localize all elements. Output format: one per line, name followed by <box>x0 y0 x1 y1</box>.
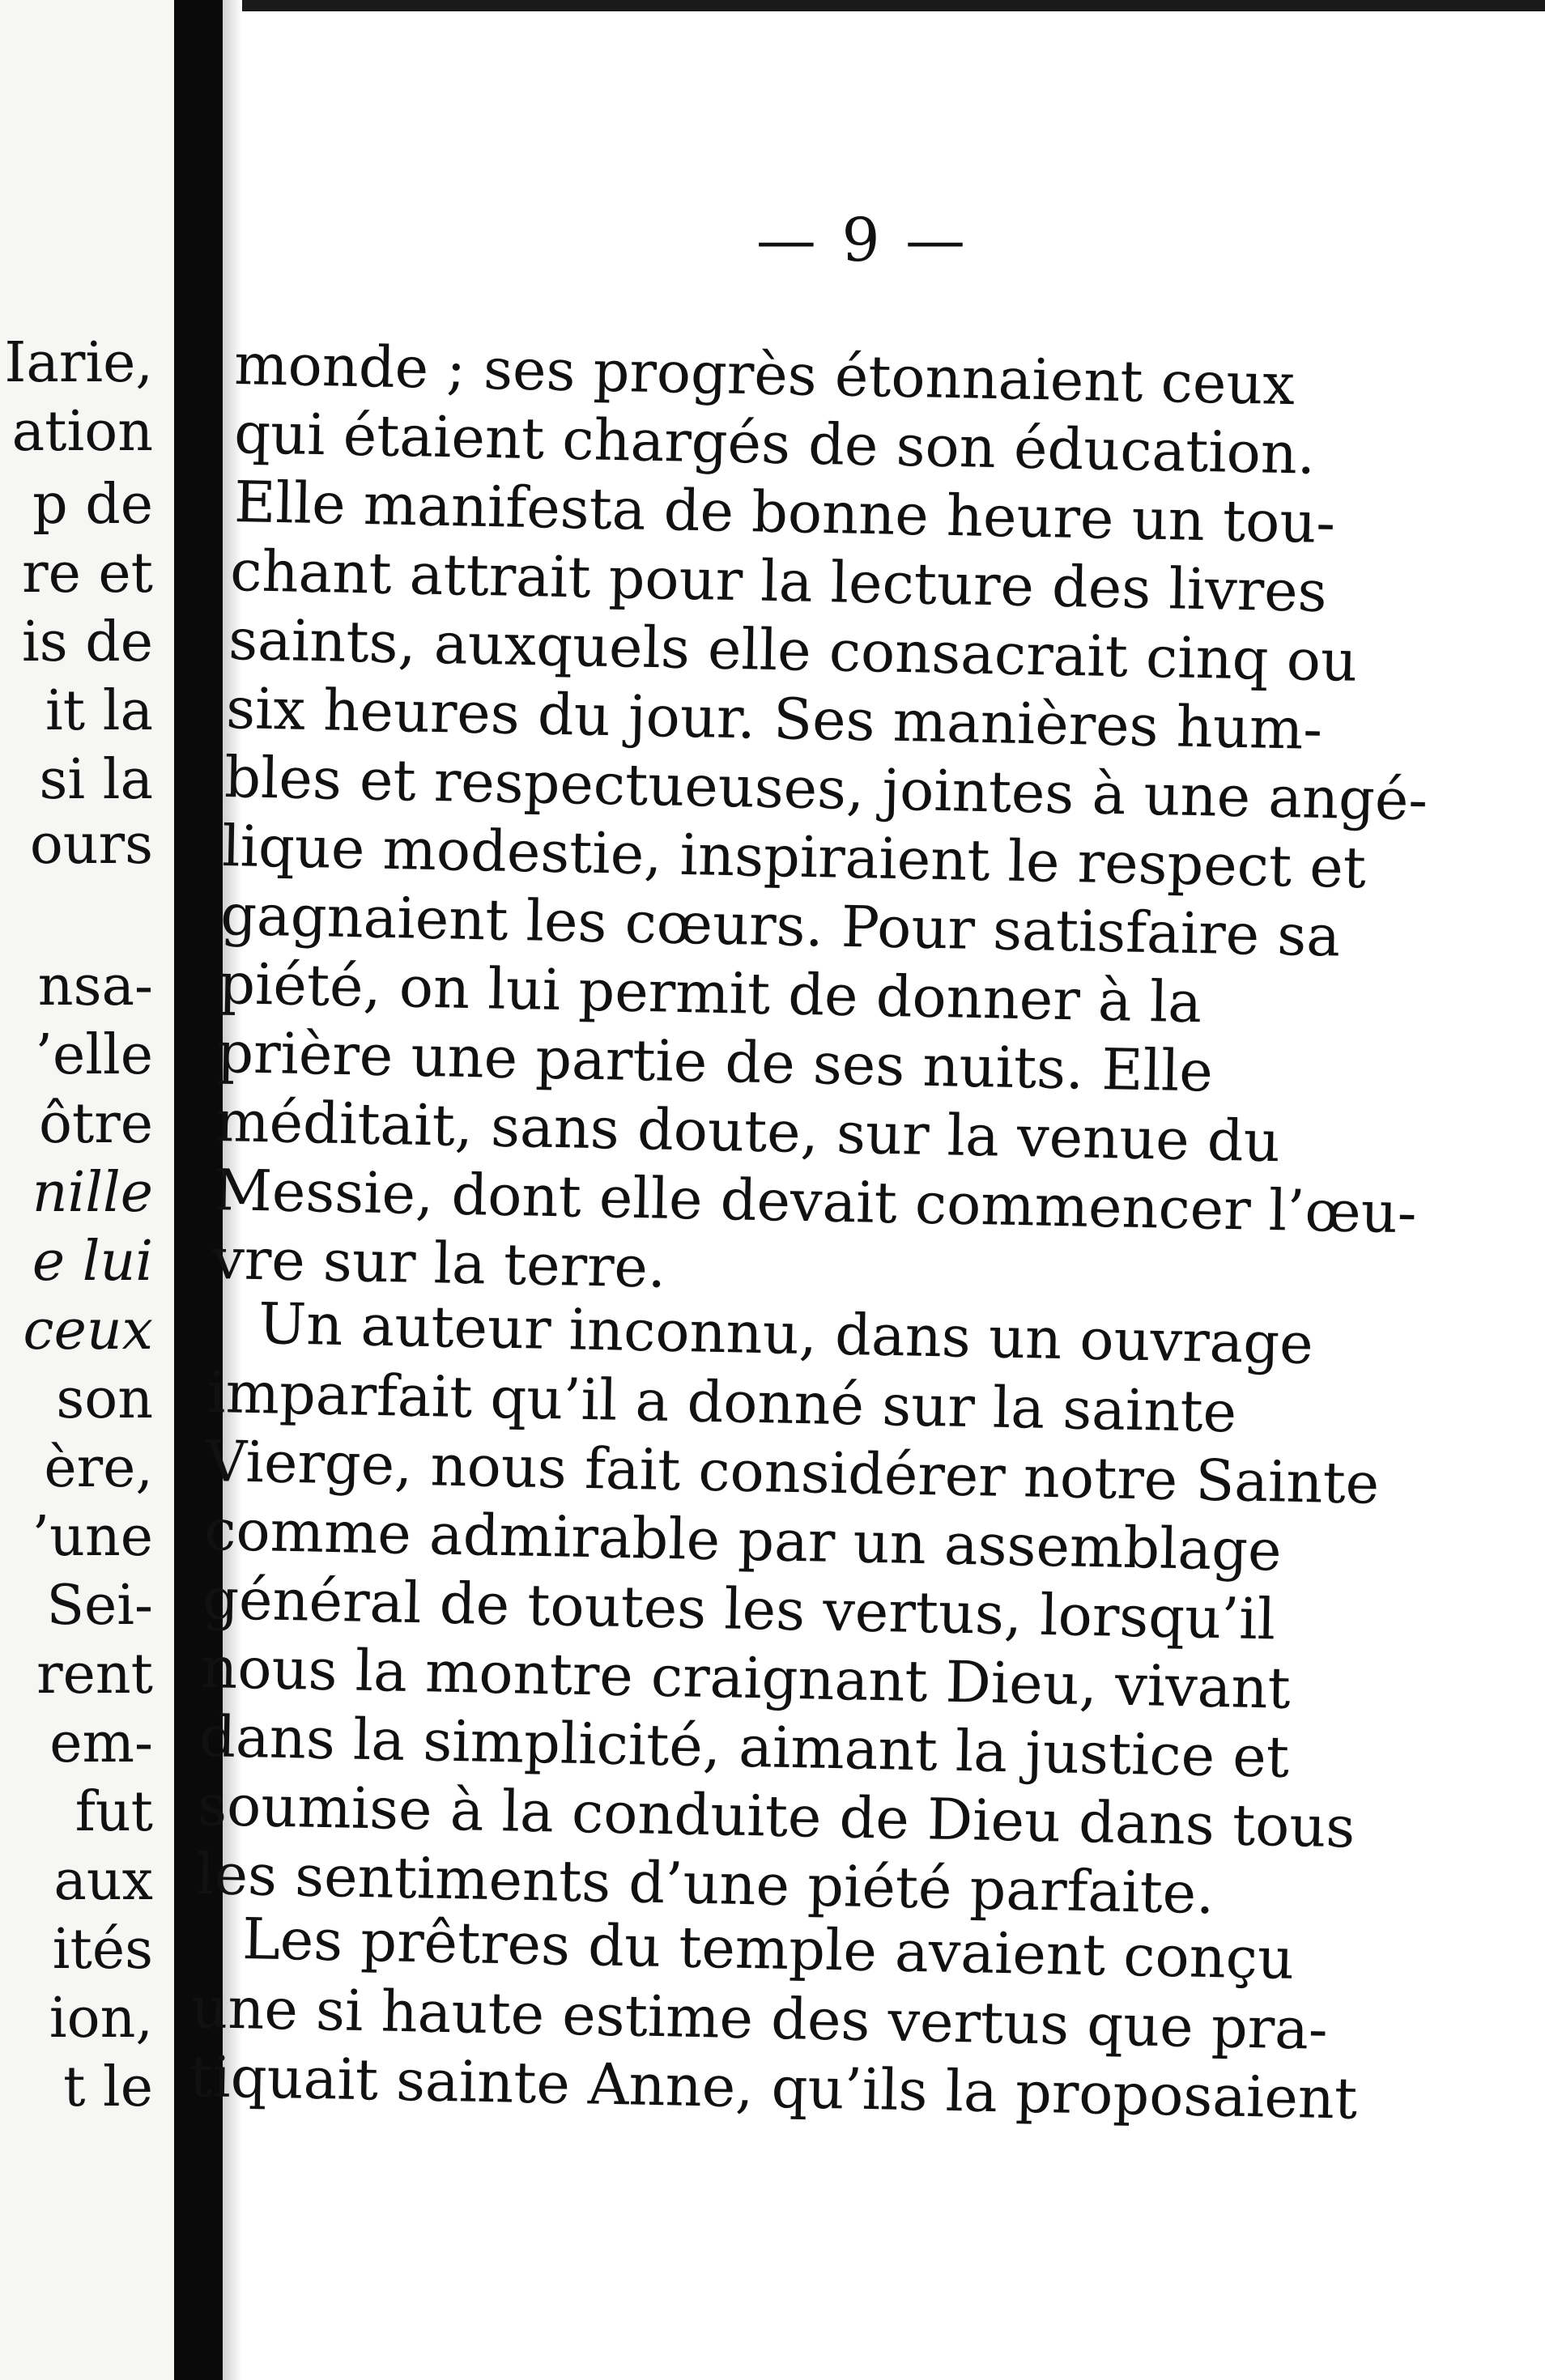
text-line: imparfait qu’il a donné sur la sainte <box>206 1359 1237 1446</box>
text-line: Vierge, nous fait considérer notre Sainte <box>205 1428 1380 1517</box>
facing-page-line: ion, <box>49 1987 153 2051</box>
text-line: dans la simplicité, aimant la justice et <box>198 1703 1290 1791</box>
text-line: Les prêtres du temple avaient conçu <box>241 1906 1295 1992</box>
facing-page-line: t le <box>63 2055 153 2119</box>
text-line: bles et respectueuses, jointes à une angé- <box>223 744 1428 834</box>
facing-page-line: is de <box>21 610 153 674</box>
facing-page-line: rent <box>36 1643 153 1706</box>
facing-page-line: e lui <box>32 1230 153 1294</box>
facing-page-line: aux <box>53 1849 153 1913</box>
facing-page-line: son <box>56 1367 153 1431</box>
facing-page-line: ère, <box>44 1436 153 1500</box>
text-line: général de toutes les vertus, lorsqu’il <box>202 1566 1276 1653</box>
text-line: six heures du jour. Ses manières hum- <box>225 675 1323 763</box>
text-line: vre sur la terre. <box>211 1226 666 1301</box>
text-line: piété, on lui permit de donner à la <box>218 950 1202 1036</box>
text-line: nous la montre craignant Dieu, vivant <box>200 1634 1292 1722</box>
facing-page-line: nille <box>32 1161 153 1225</box>
text-line: soumise à la conduite de Dieu dans tous <box>197 1772 1356 1861</box>
text-line: prière une partie de ses nuits. Elle <box>216 1019 1214 1105</box>
main-page <box>189 0 1545 2380</box>
text-line: monde ; ses progrès étonnaient ceux <box>233 331 1296 419</box>
facing-page <box>0 0 174 2380</box>
text-line: Elle manifesta de bonne heure un tou- <box>233 469 1336 557</box>
page-number: — 9 — <box>755 206 969 275</box>
text-line: gagnaient les cœurs. Pour satisfaire sa <box>219 882 1341 970</box>
facing-page-line: ours <box>29 813 153 877</box>
text-line: Messie, dont elle devait commencer l’œu- <box>213 1157 1418 1247</box>
facing-page-line: p de <box>32 473 153 537</box>
facing-page-line: ation <box>11 400 153 464</box>
facing-page-line: re et <box>22 542 153 606</box>
facing-page-line: nsa- <box>37 954 153 1018</box>
text-line: une si haute estime des vertus que pra- <box>190 1974 1329 2063</box>
facing-page-line: ’une <box>32 1505 153 1569</box>
facing-page-line: ceux <box>23 1298 153 1362</box>
facing-page-line: ôtre <box>38 1092 153 1156</box>
facing-page-line: si la <box>39 748 153 812</box>
text-line: les sentiments d’une piété parfaite. <box>195 1841 1215 1927</box>
body-text <box>189 0 1545 2380</box>
text-line: tiquait sainte Anne, qu’ils la proposaient <box>189 2043 1358 2132</box>
facing-page-line: fut <box>74 1780 153 1844</box>
text-line: qui étaient chargés de son éducation. <box>233 400 1317 487</box>
text-line: saints, auxquels elle consacrait cinq ou <box>228 606 1358 695</box>
facing-page-line: it la <box>45 679 153 743</box>
facing-page-line: Sei- <box>46 1574 153 1638</box>
facing-page-line: em- <box>49 1711 153 1775</box>
facing-page-line: Iarie, <box>4 331 153 395</box>
facing-page-line: ’elle <box>35 1023 153 1087</box>
text-line: Un auteur inconnu, dans un ouvrage <box>258 1290 1314 1377</box>
text-line: chant attrait pour la lecture des livres <box>229 538 1328 625</box>
text-line: comme admirable par un assemblage <box>203 1497 1283 1584</box>
text-line: méditait, sans doute, sur la venue du <box>215 1088 1281 1175</box>
text-line: lique modestie, inspiraient le respect et <box>221 813 1367 902</box>
facing-page-line: ités <box>52 1918 153 1982</box>
